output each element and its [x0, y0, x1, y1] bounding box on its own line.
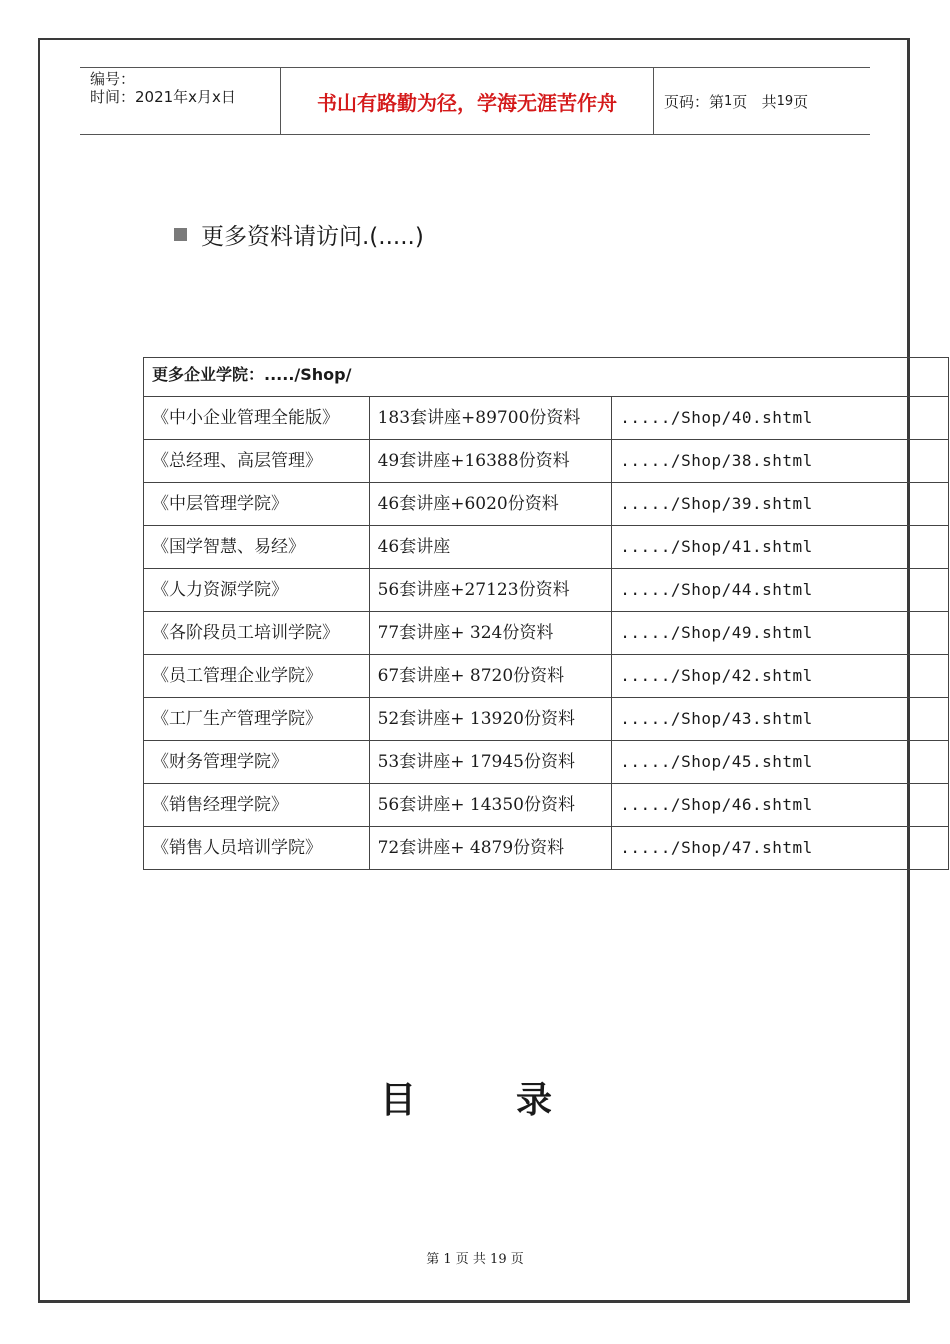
- header-page-number: [654, 68, 870, 134]
- row-content: 52套讲座+ 13920份资料: [369, 698, 612, 741]
- row-name: 《各阶段员工培训学院》: [144, 612, 370, 655]
- table-row: [144, 397, 949, 440]
- more-info-line: [174, 218, 424, 251]
- table-header-row: [144, 358, 949, 397]
- row-name: 《工厂生产管理学院》: [144, 698, 370, 741]
- row-name: 《国学智慧、易经》: [144, 526, 370, 569]
- row-link[interactable]: ...../Shop/40.shtml: [612, 397, 949, 440]
- row-link[interactable]: ...../Shop/42.shtml: [612, 655, 949, 698]
- row-name: 《销售经理学院》: [144, 784, 370, 827]
- header-motto: 书山有路勤为径，学海无涯苦作舟: [281, 68, 654, 134]
- page-footer: [0, 1248, 950, 1267]
- row-link[interactable]: ...../Shop/38.shtml: [612, 440, 949, 483]
- table-row: [144, 784, 949, 827]
- row-link[interactable]: ...../Shop/39.shtml: [612, 483, 949, 526]
- toc-char-2: 录: [516, 1080, 553, 1121]
- footer-text: 第 1 页 共 19 页: [426, 1252, 524, 1267]
- row-content: 67套讲座+ 8720份资料: [369, 655, 612, 698]
- square-bullet-icon: [174, 228, 187, 241]
- row-name: 《中小企业管理全能版》: [144, 397, 370, 440]
- row-name: 《财务管理学院》: [144, 741, 370, 784]
- row-content: 53套讲座+ 17945份资料: [369, 741, 612, 784]
- resource-table: [143, 357, 949, 870]
- page-total: 19: [776, 93, 794, 109]
- row-name: 《中层管理学院》: [144, 483, 370, 526]
- time-label: 时间：2021年x月x日: [90, 88, 236, 106]
- row-link[interactable]: ...../Shop/45.shtml: [612, 741, 949, 784]
- toc-title: [380, 1072, 552, 1123]
- row-content: 46套讲座+6020份资料: [369, 483, 612, 526]
- page-prefix: 页码：第: [664, 92, 725, 111]
- table-row: [144, 827, 949, 870]
- table-row: [144, 440, 949, 483]
- table-row: [144, 526, 949, 569]
- row-name: 《总经理、高层管理》: [144, 440, 370, 483]
- row-content: 49套讲座+16388份资料: [369, 440, 612, 483]
- table-row: [144, 741, 949, 784]
- row-link[interactable]: ...../Shop/44.shtml: [612, 569, 949, 612]
- row-content: 77套讲座+ 324份资料: [369, 612, 612, 655]
- page-header: [80, 67, 870, 135]
- row-link[interactable]: ...../Shop/49.shtml: [612, 612, 949, 655]
- table-row: [144, 569, 949, 612]
- row-link[interactable]: ...../Shop/47.shtml: [612, 827, 949, 870]
- number-label: 编号：: [90, 70, 136, 88]
- row-content: 56套讲座+27123份资料: [369, 569, 612, 612]
- header-meta: [80, 68, 281, 134]
- more-info-text: 更多资料请访问.(.....): [201, 224, 424, 250]
- row-name: 《员工管理企业学院》: [144, 655, 370, 698]
- row-content: 46套讲座: [369, 526, 612, 569]
- table-header: 更多企业学院：...../Shop/: [144, 358, 949, 397]
- row-name: 《销售人员培训学院》: [144, 827, 370, 870]
- row-content: 183套讲座+89700份资料: [369, 397, 612, 440]
- page-mid: 页 共: [732, 92, 777, 111]
- page-current: 1: [724, 93, 733, 109]
- row-content: 72套讲座+ 4879份资料: [369, 827, 612, 870]
- table-row: [144, 655, 949, 698]
- row-link[interactable]: ...../Shop/46.shtml: [612, 784, 949, 827]
- row-link[interactable]: ...../Shop/43.shtml: [612, 698, 949, 741]
- toc-char-1: 目: [380, 1080, 417, 1121]
- row-link[interactable]: ...../Shop/41.shtml: [612, 526, 949, 569]
- row-content: 56套讲座+ 14350份资料: [369, 784, 612, 827]
- table-row: [144, 698, 949, 741]
- table-row: [144, 483, 949, 526]
- table-row: [144, 612, 949, 655]
- row-name: 《人力资源学院》: [144, 569, 370, 612]
- page-suffix: 页: [793, 92, 809, 111]
